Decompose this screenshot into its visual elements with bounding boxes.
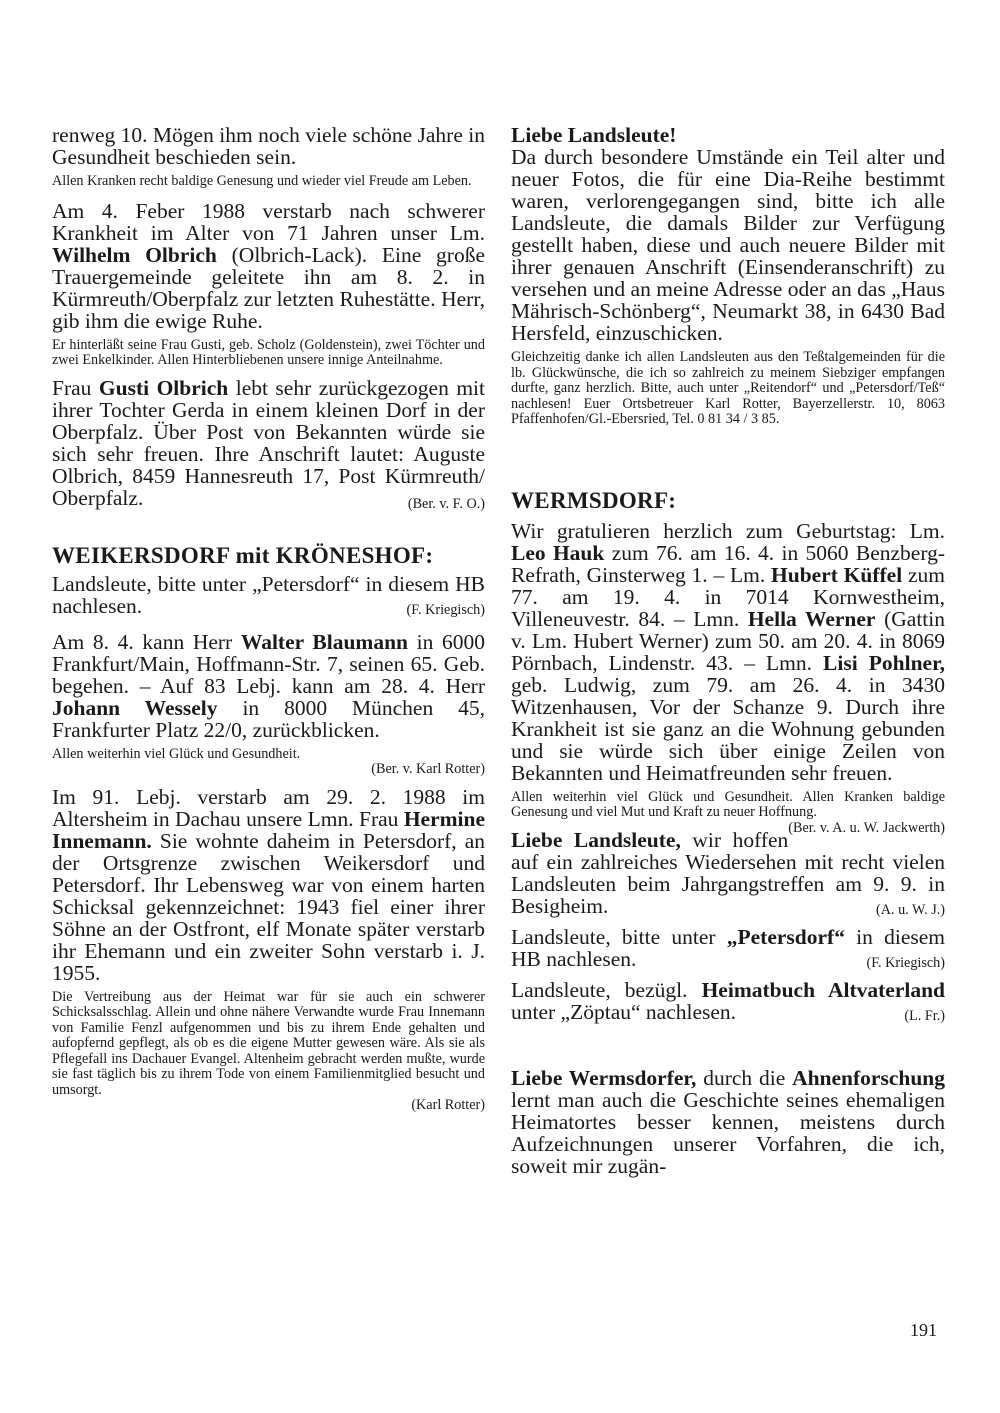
text-segment: Wir gratulieren herzlich zum Geburtstag: Lm. (511, 518, 945, 543)
text-segment: Allen weiterhin viel Glück und Gesundheit. Allen Kranken baldige Genesung und viel Mut und Kraft zu neuer Hoffnung. (511, 788, 945, 820)
page-number: 191 (910, 1320, 937, 1340)
paragraph-ahnenforschung (511, 1067, 945, 1177)
text-segment: wir hoffen auf ein zahlreiches Wiedersehen mit recht vielen Landsleuten beim Jahrgangstreffen am 9. 9. in Besigheim. (511, 827, 945, 918)
text-segment: durch die (703, 1065, 786, 1090)
signature: (A. u. W. J.) (876, 901, 945, 918)
person-name: Gusti Olbrich (98, 375, 229, 400)
text-segment: in 8000 München 45, Frankfurter Platz 22/0, zurückblicken. (52, 695, 485, 742)
text-segment: lernt man auch die Geschichte seines ehemaligen Heimatortes besser kennen, meistens durch Aufzeichnungen unserer Vorfahren, die ich, soweit mir zugän- (511, 1087, 945, 1178)
text-segment: in diesem HB nachlesen. (511, 924, 946, 971)
signature: (Ber. v. A. u. W. Jackwerth) (788, 819, 945, 836)
text-segment: zum 76. am 16. 4. in 5060 Benzberg-Refrath, Ginsterweg 1. – Lm. (511, 540, 946, 587)
salutation: Liebe Wermsdorfer, (511, 1065, 697, 1090)
text-segment: geb. Ludwig, zum 79. am 26. 4. in 3430 Witzenhausen, Vor der Schanze 9. Durch ihre Krankheit ist sie ganz an die Wohnung gebunden und sie würde sich über einige Zeilen von Bekannten und Heimatfreunden sehr freuen. (511, 672, 945, 785)
text-segment: (Olbrich-Lack). Eine große Trauergemeinde geleitete ihn am 8. 2. in Kürmreuth/Oberpfalz zur letzten Ruhestätte. Herr, gib ihm die ewige Ruhe. (52, 242, 485, 333)
signature: (Ber. v. Karl Rotter) (371, 761, 485, 777)
text-segment: Landsleute, bitte unter „Petersdorf“ in diesem HB nachlesen. (52, 571, 485, 618)
person-name: Wilhelm Olbrich (52, 242, 217, 267)
person-name: Johann Wessely (52, 695, 218, 720)
signature: (L. Fr.) (904, 1007, 945, 1024)
text-segment: Landsleute, bezügl. (511, 977, 688, 1002)
paragraph-renweg: renweg 10. Mögen ihm noch viele schöne Jahre in Gesundheit beschieden sein. (52, 123, 485, 169)
text-segment: Am 8. 4. kann Herr (52, 629, 233, 654)
salutation: Liebe Landsleute, (511, 827, 681, 852)
paragraph-innemann (52, 786, 485, 984)
bold-term: „Petersdorf“ (726, 924, 845, 949)
paragraph-wishes: Allen weiterhin viel Glück und Gesundheit. (52, 745, 301, 762)
text-segment: unter „Zöptau“ nachlesen. (511, 999, 737, 1024)
left-column (52, 122, 485, 1114)
text-segment: Am 4. Feber 1988 verstarb nach schwerer Krankheit im Alter von 71 Jahren unser Lm. (52, 198, 485, 245)
signature: (Ber. v. F. O.) (407, 495, 485, 512)
paragraph-fotos-appeal (511, 124, 945, 344)
paragraph-wishes-jackwerth (511, 788, 945, 836)
person-name: Hermine Innemann. (52, 806, 486, 853)
paragraph-heimatbuch (511, 979, 945, 1023)
signature: (Karl Rotter) (411, 1097, 485, 1113)
signature: (F. Kriegisch) (866, 954, 945, 971)
section-heading-wermsdorf: WERMSDORF: (511, 487, 677, 513)
person-name: Hella Werner (747, 606, 876, 631)
paragraph-thanks-rotter: Gleichzeitig danke ich allen Landsleuten aus den Teßtalgemeinden für die lb. Glückwünsche, die ich so zahlreich zu meinem Siebziger empfangen durfte, ganz herzlich. Bitte, auch unter „Reitendorf“ und „Petersdorf/Teß“ nachlesen! Euer Ortsbetreuer Karl Rotter, Bayerzellerstr. 10, 8063 Pfaffenhofen/Gl.-Ebersried, Tel. 0 81 34 / 3 85. (511, 349, 945, 427)
text-segment: lebt sehr zurückgezogen mit ihrer Tochter Gerda in einem kleinen Dorf in der Oberpfalz. Über Post von Bekannten würde sie sich sehr freuen. Ihre Anschrift lautet: Auguste Olbrich, 8459 Hannesreuth 17, Post Kürmreuth/ Oberpfalz. (52, 375, 486, 510)
paragraph-genesung-wishes: Allen Kranken recht baldige Genesung und wieder viel Freude am Leben. (52, 173, 472, 189)
person-name: Hubert Küffel (771, 562, 903, 587)
text-segment: Sie wohnte daheim in Petersdorf, an der Ortsgrenze zwischen Weikersdorf und Petersdorf. Ihr Lebensweg war von einem harten Schicksal gekennzeichnet: 1943 fiel einer ihrer Söhne an der Ostfront, elf Monate später verstarb ihr Ehemann und ein zweiter Sohn verstarb i. J. 1955. (52, 828, 485, 985)
paragraph-birthdays-wermsdorf (511, 520, 945, 784)
text-segment: Frau (52, 375, 92, 400)
section-heading-weikersdorf: WEIKERSDORF mit KRÖNESHOF: (52, 542, 434, 568)
text-segment: Landsleute, bitte unter (511, 924, 716, 949)
text-segment: zum 77. am 19. 4. in 7014 Kornwestheim, Villeneuvestr. 84. – Lmn. (511, 562, 946, 631)
signature: (F. Kriegisch) (406, 601, 485, 618)
bold-term: Heimatbuch Altvaterland (701, 977, 945, 1002)
paragraph-birthdays-weikersdorf (52, 631, 485, 741)
person-name: Walter Blaumann (240, 629, 408, 654)
paragraph-vertreibung: Die Vertreibung aus der Heimat war für sie auch ein schwerer Schicksalsschlag. Allein und ohne nähere Verwandte wurde Frau Innemann von Familie Fenzl aufgenommen und bis zu ihrem Ende gehalten und aufopfernd gepflegt, als ob es die eigene Mutter gewesen wäre. Als sie als Pflegefall ins Dachauer Evangel. Altenheim gebracht werden mußte, wurde sie fast täglich bis zu ihrem Tode von einem Familienmitglied besucht und umsorgt. (52, 988, 485, 1098)
text-segment: Im 91. Lebj. verstarb am 29. 2. 1988 im Altersheim in Dachau unsere Lmn. Frau (52, 784, 485, 831)
person-name: Leo Hauk (511, 540, 605, 565)
paragraph-weikersdorf-note (52, 573, 485, 617)
text-segment: in 6000 Frankfurt/Main, Hoffmann-Str. 7, seinen 65. Geb. begehen. – Auf 83 Lebj. kann am 28. 4. Herr (52, 629, 485, 698)
paragraph-olbrich-family: Er hinterläßt seine Frau Gusti, geb. Scholz (Goldenstein), zwei Töchter und zwei Enkelkinder. Allen Hinterbliebenen unsere innige Anteilnahme. (52, 336, 485, 368)
paragraph-jahrgangstreffen (511, 829, 945, 917)
right-column (511, 122, 945, 1177)
text-segment: (Gattin v. Lm. Hubert Werner) zum 50. am 20. 4. in 8069 Pörnbach, Lindenstr. 43. – Lmn. (511, 606, 945, 675)
salutation: Liebe Landsleute! (511, 123, 677, 147)
paragraph-olbrich-death (52, 200, 485, 332)
person-name: Lisi Pohlner, (823, 650, 946, 675)
paragraph-gusti-olbrich (52, 375, 486, 512)
paragraph-petersdorf-note (511, 926, 945, 970)
text-segment: Da durch besondere Umstände ein Teil alter und neuer Fotos, die für eine Dia-Reihe bestimmt waren, verlorengegangen sind, bitte ich alle Landsleute, die damals Bilder zur Verfügung gestellt haben, diese und auch neuere Bilder mit ihrer genauen Anschrift (Einsenderanschrift) zu versehen und an meine Adresse oder an das „Haus Mährisch-Schönberg“, Neumarkt 38, in 6430 Bad Hersfeld, einzuschicken. (511, 145, 945, 345)
bold-term: Ahnenforschung (792, 1065, 946, 1090)
